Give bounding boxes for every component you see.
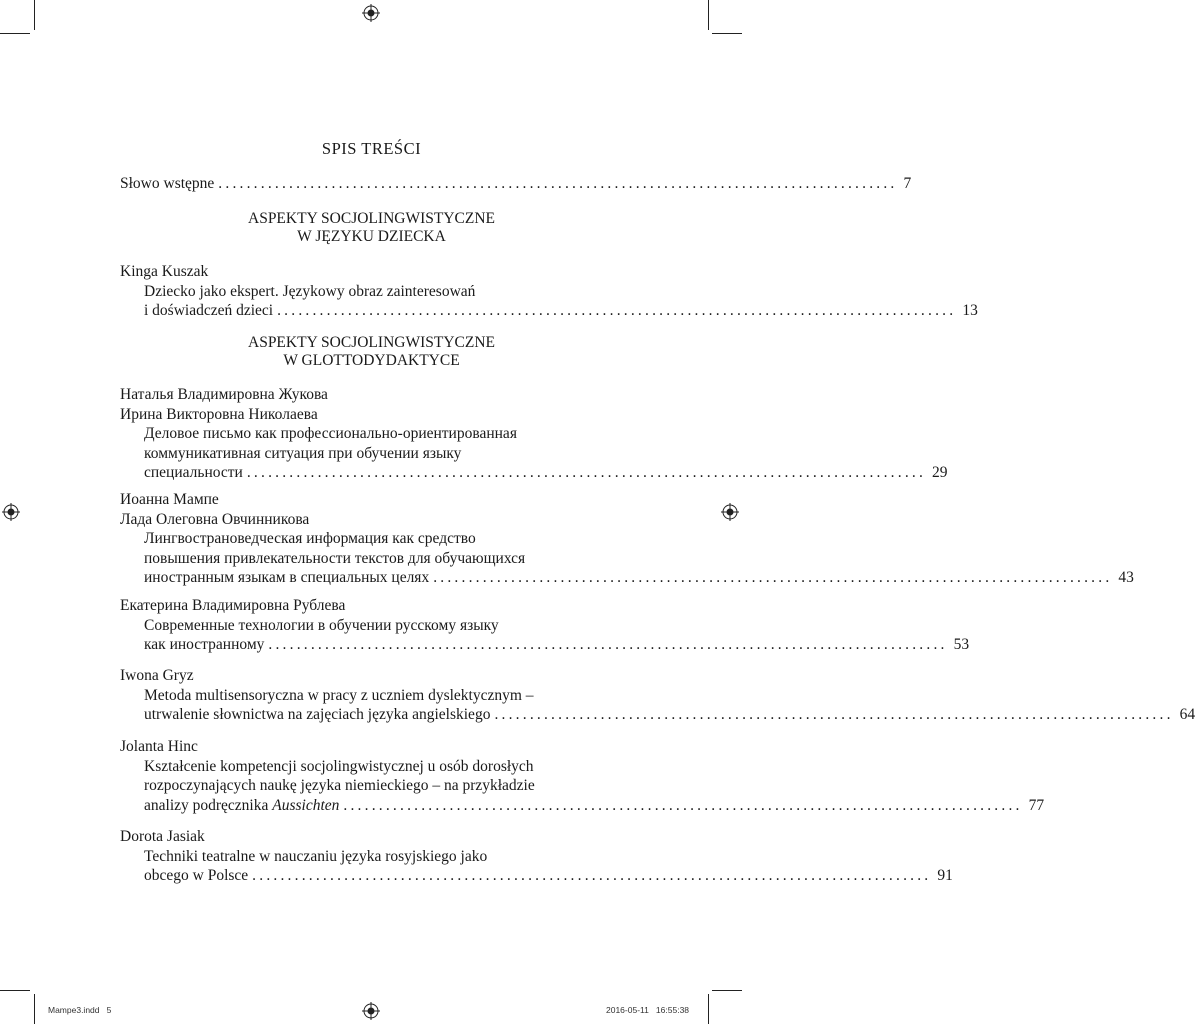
toc-entry-preface[interactable]: [120, 174, 912, 194]
entry-title-line: rozpoczynających naukę języka niemieckiego – na przykładzie: [144, 777, 535, 794]
toc-entry[interactable]: [120, 385, 948, 483]
entry-title-line: повышения привлекательности текстов для обучающихся: [144, 549, 526, 567]
crop-mark: [34, 0, 35, 30]
registration-mark-icon: [362, 4, 380, 22]
dot-leader: ................................................................................................: [433, 569, 1113, 586]
book-title: Aussichten: [272, 796, 340, 814]
entry-title: Słowo wstępne: [120, 175, 215, 192]
author-name: Лада Олеговна Овчинникова: [120, 510, 310, 528]
author-name: Jolanta Hinc: [120, 738, 198, 755]
entry-title-line: иностранным языкам в специальных целях: [144, 569, 430, 586]
entry-title-line: obcego w Polsce: [144, 867, 249, 884]
crop-mark: [712, 990, 742, 991]
registration-mark-icon: [721, 503, 739, 521]
dot-leader: ................................................................................................: [277, 302, 957, 319]
author-name: Ирина Викторовна Николаева: [120, 405, 318, 423]
page-number: 53: [953, 636, 970, 653]
page-number: 91: [937, 867, 953, 884]
crop-mark: [708, 0, 709, 30]
section-heading: [120, 334, 623, 370]
entry-title-line: utrwalenie słownictwa na zajęciach języka angielskiego: [144, 706, 491, 723]
entry-title-line: коммуникативная ситуация при обучении языку: [144, 444, 462, 462]
dot-leader: ................................................................................................: [252, 867, 932, 884]
dot-leader: ................................................................................................: [218, 175, 898, 192]
section-heading-line: W GLOTTODYDAKTYCE: [283, 352, 460, 369]
entry-title-line: Современные технологии в обучении русскому языку: [144, 616, 499, 634]
dot-leader: ................................................................................................: [343, 796, 1023, 814]
entry-title-line: Kształcenie kompetencji socjolingwistycznej u osób dorosłych: [144, 757, 534, 775]
entry-title-text: analizy podręcznika: [144, 796, 269, 814]
section-heading-line: W JĘZYKU DZIECKA: [297, 228, 446, 245]
author-name: Екатерина Владимировна Рублева: [120, 597, 346, 614]
author-name: Iwona Gryz: [120, 667, 194, 684]
footer-file-info: Mampe3.indd 5: [48, 1005, 112, 1015]
entry-title-line: i doświadczeń dzieci: [144, 302, 274, 319]
toc-entry[interactable]: [120, 737, 1045, 815]
crop-mark: [708, 994, 709, 1024]
page-number: 43: [1118, 569, 1134, 586]
section-heading-line: ASPEKTY SOCJOLINGWISTYCZNE: [248, 334, 495, 351]
entry-title-line: Деловое письмо как профессионально-ориентированная: [144, 425, 517, 442]
entry-title-line: как иностранному: [144, 636, 265, 653]
toc-entry[interactable]: [120, 596, 970, 655]
entry-title-line: [144, 796, 339, 816]
author-name: Иоанна Мампе: [120, 491, 219, 508]
toc-entry[interactable]: [120, 666, 1195, 725]
toc-entry[interactable]: [120, 490, 1134, 588]
registration-mark-icon: [2, 503, 20, 521]
page-number: 13: [962, 302, 978, 319]
author-name: Наталья Владимировна Жукова: [120, 386, 328, 403]
page-title: SPIS TREŚCI: [321, 139, 422, 158]
page-number: 77: [1028, 796, 1045, 814]
dot-leader: ................................................................................................: [494, 706, 1174, 723]
dot-leader: ................................................................................................: [246, 464, 927, 481]
author-name: Dorota Jasiak: [120, 828, 205, 845]
entry-title-line: Dziecko jako ekspert. Językowy obraz zainteresowań: [144, 282, 476, 300]
section-heading: [120, 210, 623, 246]
author-name: Kinga Kuszak: [120, 263, 209, 280]
entry-title-line: Techniki teatralne w nauczaniu języka rosyjskiego jako: [144, 847, 488, 865]
dot-leader: ................................................................................................: [268, 636, 948, 653]
entry-title-line: Лингвострановедческая информация как средство: [144, 530, 476, 547]
section-heading-line: ASPEKTY SOCJOLINGWISTYCZNE: [248, 210, 495, 227]
page-number: 29: [932, 464, 948, 481]
crop-mark: [712, 33, 742, 34]
crop-mark: [34, 994, 35, 1024]
toc-entry[interactable]: [120, 262, 978, 321]
footer-timestamp: 2016-05-11 16:55:38: [606, 1005, 690, 1015]
registration-mark-icon: [362, 1002, 380, 1020]
page-number: 64: [1179, 706, 1195, 723]
page-number: 7: [903, 175, 912, 192]
entry-title-line: Metoda multisensoryczna w pracy z uczniem dyslektycznym –: [144, 686, 534, 704]
crop-mark: [0, 33, 30, 34]
toc-entry[interactable]: [120, 827, 953, 886]
crop-mark: [0, 990, 30, 991]
entry-title-line: специальности: [144, 464, 243, 481]
